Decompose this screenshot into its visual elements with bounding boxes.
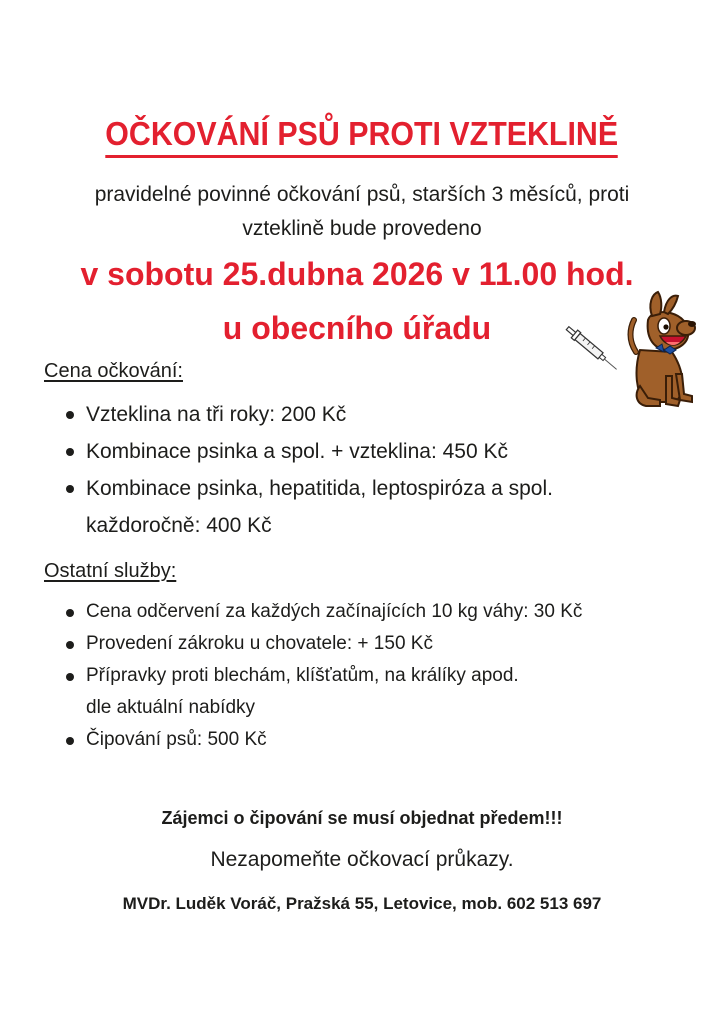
prices-list: [62, 396, 553, 544]
bullet-icon: [66, 485, 74, 493]
price-item-text: Vzteklina na tři roky: 200 Kč: [86, 403, 347, 426]
intro-text: [0, 178, 724, 246]
event-place: u obecního úřadu: [222, 310, 492, 346]
vet-contact: MVDr. Luděk Voráč, Pražská 55, Letovice, mob. 602 513 697: [122, 894, 602, 913]
syringe-icon: [564, 324, 619, 373]
intro-line-1: pravidelné povinné očkování psů, starších 3 měsíců, proti: [94, 183, 630, 206]
list-item: [62, 396, 553, 433]
price-item-text: Kombinace psinka a spol. + vzteklina: 450 Kč: [86, 440, 508, 463]
bullet-icon: [66, 411, 74, 419]
dog-with-syringe-icon: [548, 290, 698, 415]
dog-icon: [631, 292, 697, 406]
list-item: [62, 724, 582, 756]
services-heading: Ostatní služby:: [44, 560, 177, 582]
bullet-icon: [66, 737, 74, 745]
event-date: v sobotu 25.dubna 2026 v 11.00 hod.: [80, 256, 634, 292]
service-item-text: Cena odčervení za každých začínajících 10 kg váhy: 30 Kč: [86, 601, 583, 622]
list-item: [62, 433, 553, 470]
page-title-text: OČKOVÁNÍ PSŮ PROTI VZTEKLINĚ: [106, 114, 619, 158]
list-item: [62, 596, 582, 628]
list-item: [62, 628, 582, 660]
page-title: [0, 114, 724, 158]
service-item-text: Přípravky proti blechám, klíšťatům, na králíky apod.: [86, 665, 519, 686]
intro-line-2: vzteklině bude provedeno: [242, 217, 482, 240]
reminder-text: Nezapomeňte očkovací průkazy.: [210, 848, 514, 871]
list-item: [62, 660, 582, 724]
bullet-icon: [66, 641, 74, 649]
services-list: [62, 596, 582, 756]
price-item-continuation: každoročně: 400 Kč: [86, 514, 272, 537]
list-item: [62, 470, 553, 544]
service-item-text: Čipování psů: 500 Kč: [86, 729, 267, 750]
bullet-icon: [66, 448, 74, 456]
service-item-text: Provedení zákroku u chovatele: + 150 Kč: [86, 633, 433, 654]
price-item-text: Kombinace psinka, hepatitida, leptospiróza a spol.: [86, 477, 553, 500]
service-item-continuation: dle aktuální nabídky: [86, 697, 256, 718]
bullet-icon: [66, 609, 74, 617]
bullet-icon: [66, 673, 74, 681]
chip-notice: Zájemci o čipování se musí objednat předem!!!: [161, 808, 563, 828]
prices-heading: Cena očkování:: [44, 360, 183, 382]
